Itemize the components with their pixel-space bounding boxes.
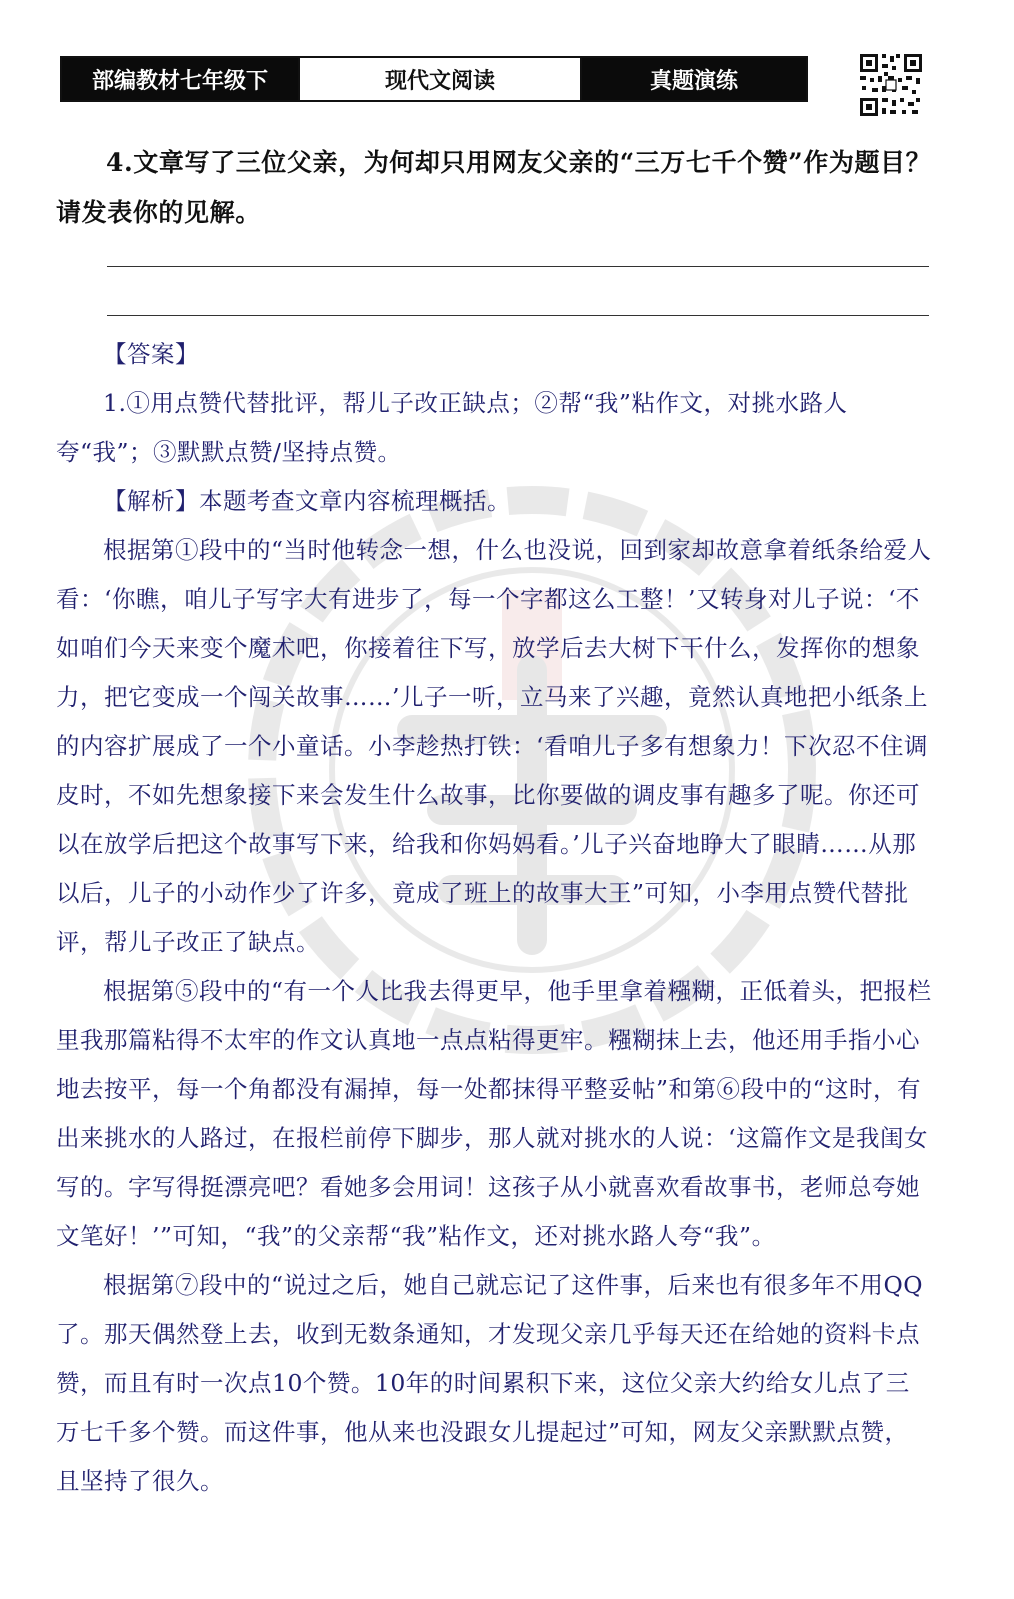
header-practice: 真题演练 — [582, 58, 806, 100]
answer-heading: 【答案】 — [103, 340, 199, 368]
analysis-paragraph-2: 根据第⑤段中的“有一个人比我去得更早，他手里拿着糨糊，正低着头，把报栏里我那篇粘得不太牢的作文认真地一点点粘得更牢。糨糊抹上去，他还用手指小心地去按平，每一个角都没有漏掉，每一处都抹得平整妥帖”和第⑥段中的“这时，有出来挑水的人路过，在报栏前停下脚步，那人就对挑水的人说：‘这篇作文是我闺女写的。字写得挺漂亮吧？看她多会用词！这孩子从小就喜欢看故事书，老师总夸她文笔好！’”可知，“我”的父亲帮“我”粘作文，还对挑水路人夸“我”。 — [56, 977, 932, 1250]
answer-section — [56, 330, 932, 1506]
analysis-paragraph-3: 根据第⑦段中的“说过之后，她自己就忘记了这件事，后来也有很多年不用QQ了。那天偶然登上去，收到无数条通知，才发现父亲几乎每天还在给她的资料卡点赞，而且有时一次点10个赞。10年的时间累积下来，这位父亲大约给女儿点了三万七千多个赞。而这件事，他从来也没跟女儿提起过”可知，网友父亲默默点赞，且坚持了很久。 — [56, 1271, 924, 1495]
header-bar — [60, 56, 808, 102]
qr-code-icon — [858, 52, 924, 118]
answer-line — [107, 315, 929, 316]
analysis-paragraph-1: 根据第①段中的“当时他转念一想，什么也没说，回到家却故意拿着纸条给爱人看：‘你瞧，咱儿子写字大有进步了，每一个字都这么工整！’又转身对儿子说：‘不如咱们今天来变个魔术吧，你接着往下写，放学后去大树下干什么，发挥你的想象力，把它变成一个闯关故事……’儿子一听，立马来了兴趣，竟然认真地把小纸条上的内容扩展成了一个小童话。小李趁热打铁：‘看咱儿子多有想象力！下次忍不住调皮时，不如先想象接下来会发生什么故事，比你要做的调皮事有趣多了呢。你还可以在放学后把这个故事写下来，给我和你妈妈看。’儿子兴奋地睁大了眼睛……从那以后，儿子的小动作少了许多，竟成了班上的故事大王”可知，小李用点赞代替批评，帮儿子改正了缺点。 — [56, 536, 932, 956]
answer-1: 1.①用点赞代替批评，帮儿子改正缺点；②帮“我”粘作文，对挑水路人夸“我”；③默默点赞/坚持点赞。 — [56, 389, 848, 466]
header-topic: 现代文阅读 — [298, 58, 582, 100]
header-grade: 部编教材七年级下 — [62, 58, 298, 100]
answer-line — [107, 266, 929, 267]
analysis-intro: 【解析】本题考查文章内容梳理概括。 — [103, 487, 511, 515]
question-4: 4.文章写了三位父亲，为何却只用网友父亲的“三万七千个赞”作为题目？请发表你的见解。 — [56, 148, 932, 227]
